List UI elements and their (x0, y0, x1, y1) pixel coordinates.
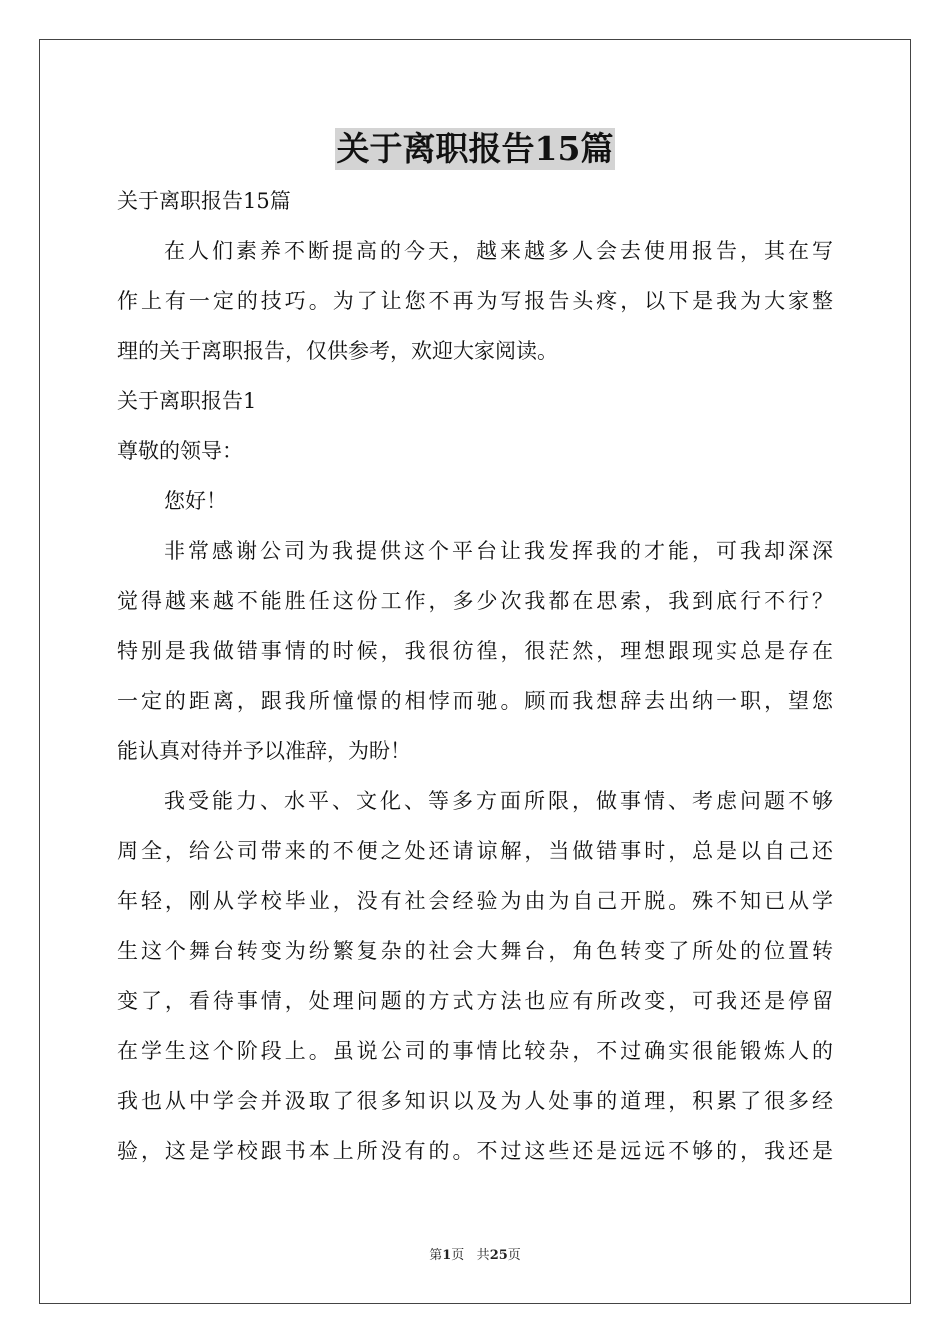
text-line: 特别是我做错事情的时候，我很彷徨，很茫然，理想跟现实总是存在 (117, 639, 833, 663)
footer-total-prefix: 共 (476, 1248, 490, 1263)
text-line: 理的关于离职报告，仅供参考，欢迎大家阅读。 (117, 339, 558, 363)
footer-page-prefix: 第 (429, 1248, 443, 1263)
footer-page-suffix: 页 (451, 1248, 465, 1263)
text-line: 验，这是学校跟书本上所没有的。不过这些还是远远不够的，我还是 (117, 1139, 833, 1163)
text-line: 在人们素养不断提高的今天，越来越多人会去使用报告，其在写 (164, 239, 833, 263)
text-line: 觉得越来越不能胜任这份工作，多少次我都在思索，我到底行不行？ (117, 589, 833, 613)
text-line: 我受能力、水平、文化、等多方面所限，做事情、考虑问题不够 (164, 789, 833, 813)
text-line: 在学生这个阶段上。虽说公司的事情比较杂，不过确实很能锻炼人的 (117, 1039, 833, 1063)
text-line: 周全，给公司带来的不便之处还请谅解，当做错事时，总是以自己还 (117, 839, 833, 863)
text-line: 年轻，刚从学校毕业，没有社会经验为由为自己开脱。殊不知已从学 (117, 889, 833, 913)
document-title: 关于离职报告15篇 (336, 129, 614, 168)
page-footer (0, 1246, 950, 1266)
text-line: 关于离职报告15篇 (117, 189, 291, 213)
text-line: 一定的距离，跟我所憧憬的相悖而驰。顾而我想辞去出纳一职，望您 (117, 689, 833, 713)
text-line: 作上有一定的技巧。为了让您不再为写报告头疼，以下是我为大家整 (117, 289, 833, 313)
text-line: 非常感谢公司为我提供这个平台让我发挥我的才能，可我却深深 (164, 539, 833, 563)
text-line: 我也从中学会并汲取了很多知识以及为人处事的道理，积累了很多经 (117, 1089, 833, 1113)
title-wrap (0, 128, 950, 170)
text-line: 您好！ (164, 489, 227, 513)
text-line: 生这个舞台转变为纷繁复杂的社会大舞台，角色转变了所处的位置转 (117, 939, 833, 963)
footer-total-pages: 25 (489, 1248, 508, 1263)
text-line: 能认真对待并予以准辞，为盼！ (117, 739, 411, 763)
text-line: 尊敬的领导： (117, 439, 243, 463)
footer-total-suffix: 页 (507, 1248, 521, 1263)
document-body (117, 176, 833, 1176)
footer-page-number: 1 (442, 1248, 452, 1263)
text-line: 关于离职报告1 (117, 389, 257, 413)
text-line: 变了，看待事情，处理问题的方式方法也应有所改变，可我还是停留 (117, 989, 833, 1013)
